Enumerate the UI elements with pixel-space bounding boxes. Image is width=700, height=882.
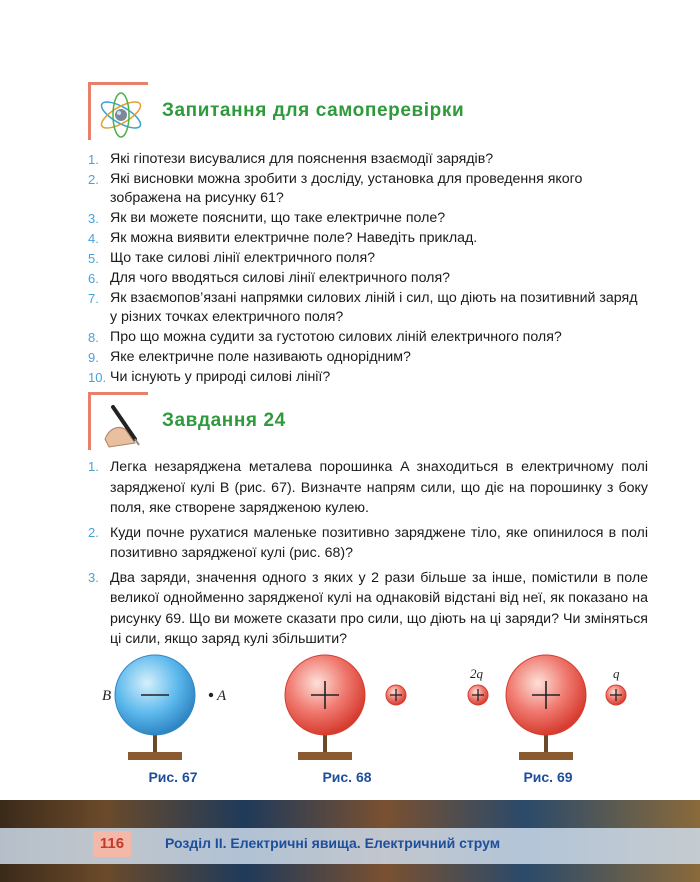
list-item: 5. Що таке силові лінії електричного поля? <box>88 250 376 266</box>
list-item: 2. Які висновки можна зробити з досліду, установка для проведення якого зображена на рисунку 61? <box>88 171 583 206</box>
list-item: 6. Для чого вводяться силові лінії електричного поля? <box>88 270 451 286</box>
section-header-task <box>88 392 286 450</box>
list-item: 1. Легка незаряджена металева порошинка A знаходиться в електричному полі зарядженої кулі B (рис. 67). Визначте напрям сили, що діє на порошинку з боку поля, яке створене зарядженою кулею. <box>88 459 648 516</box>
figure-caption: Рис. 68 <box>322 769 372 785</box>
list-item: 3. Як ви можете пояснити, що таке електричне поле? <box>88 210 446 226</box>
section-header-self-check <box>88 82 464 140</box>
figure-caption: Рис. 67 <box>148 769 198 785</box>
list-item: 2. Куди почне рухатися маленьке позитивно заряджене тіло, яке опинилося в полі позитивно зарядженої кулі (рис. 68)? <box>88 524 648 561</box>
figure-68 <box>285 655 406 760</box>
pen-hand-icon <box>88 392 148 450</box>
task-list <box>88 457 648 654</box>
label-a: A <box>217 688 227 704</box>
list-item: 8. Про що можна судити за густотою силових ліній електричного поля? <box>88 329 562 345</box>
label-q: q <box>613 666 620 681</box>
atom-icon <box>88 82 148 140</box>
list-item: 7. Як взаємопов’язані напрямки силових ліній і сил, що діють на позитивний заряд у різних точках електричного поля? <box>88 290 638 325</box>
list-item: 3. Два заряди, значення одного з яких у 2 рази більше за інше, помістили в поле великої однойменно зарядженої кулі на однаковій відстані від неї, як показано на рисунку 69. Що ви можете сказати про сили, що діють на ці заряди? Чи зміняться ці сили, якщо заряд кулі збільшити? <box>88 569 648 647</box>
self-check-questions <box>88 150 648 388</box>
figure-caption: Рис. 69 <box>523 769 573 785</box>
list-item: 4. Як можна виявити електричне поле? Наведіть приклад. <box>88 230 478 246</box>
chapter-title: Розділ ІІ. Електричні явища. Електричний струм <box>165 835 501 851</box>
label-b: B <box>102 688 112 704</box>
list-item: 10. Чи існують у природі силові лінії? <box>88 369 331 385</box>
list-item: 1. Які гіпотези висувалися для пояснення взаємодії зарядів? <box>88 151 494 167</box>
list-item: 9. Яке електричне поле називають однорідним? <box>88 349 411 365</box>
figure-67 <box>102 655 227 760</box>
figure-69 <box>468 655 626 760</box>
figures-illustration <box>0 640 700 768</box>
page-number: 116 <box>93 831 131 857</box>
section-title: Запитання для самоперевірки <box>162 100 465 121</box>
section-title: Завдання 24 <box>162 410 286 431</box>
label-2q: 2q <box>470 666 483 681</box>
